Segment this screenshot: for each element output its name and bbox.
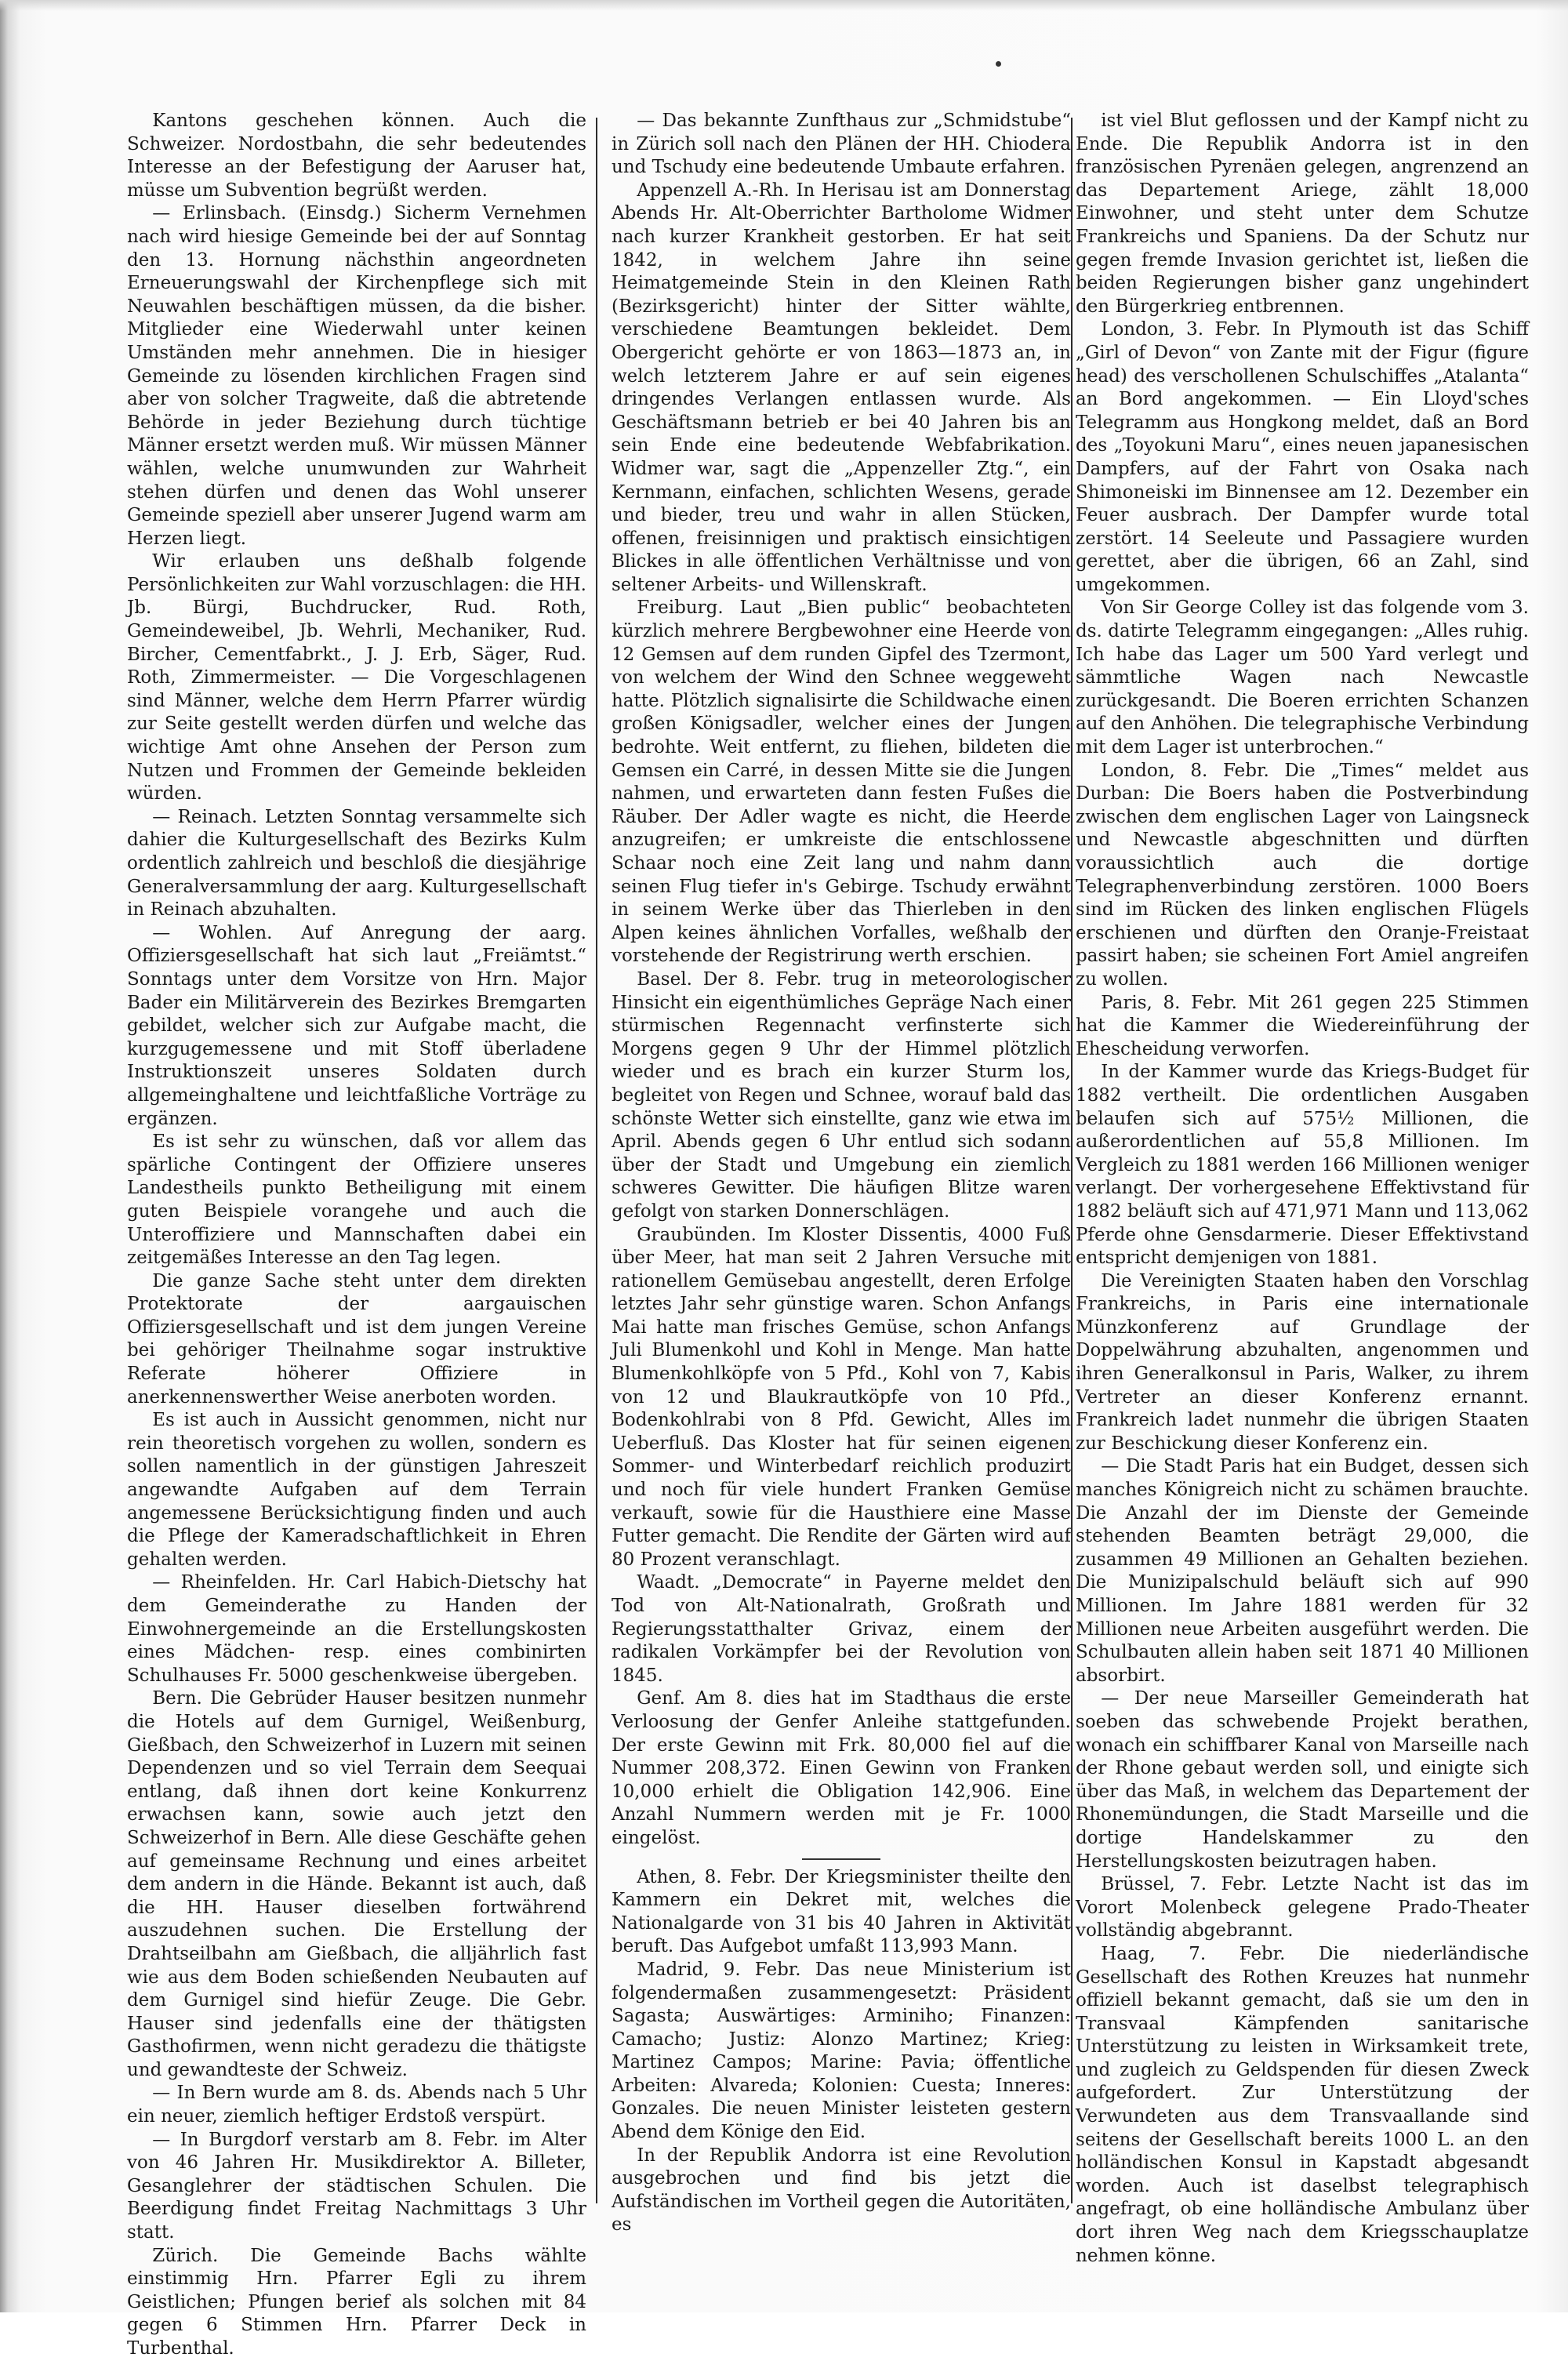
- article-paragraph: ist viel Blut geflossen und der Kampf nicht zu Ende. Die Republik Andorra ist in den französischen Pyrenäen gelegen, angrenzend an das Departement Ariege, zählt 18,000 Einwohner, und steht unter dem Schutze Frankreichs und Spaniens. Da der Schutz nur gegen fremde Invasion gerichtet ist, ließen die beiden Regierungen bisher ganz ungehindert den Bürgerkrieg entbrennen.: [1076, 111, 1529, 317]
- article-paragraph: In der Republik Andorra ist eine Revolution ausgebrochen und find bis jetzt die Aufständischen im Vortheil gegen die Autoritäten, es: [612, 2145, 1071, 2236]
- column-middle: [612, 110, 1071, 2236]
- article-paragraph: Basel. Der 8. Febr. trug in meteorologischer Hinsicht ein eigenthümliches Gepräge Nach einer stürmischen Regennacht verfinsterte sich Morgens gegen 9 Uhr der Himmel plötzlich wieder und es brach ein kurzer Sturm los, begleitet von Regen und Schnee, worauf bald das schönste Wetter sich einstellte, ganz wie etwa im April. Abends gegen 6 Uhr entlud sich sodann über der Stadt und Umgebung ein ziemlich schweres Gewitter. Die häufigen Blitze waren gefolgt von starken Donnerschlägen.: [612, 968, 1071, 1222]
- article-paragraph: Bern. Die Gebrüder Hauser besitzen nunmehr die Hotels auf dem Gurnigel, Weißenburg, Gießbach, den Schweizerhof in Luzern mit seinen Dependenzen und so viel Terrain dem Seequai entlang, daß ihnen dort keine Konkurrenz erwachsen kann, sowie auch jetzt den Schweizerhof in Bern. Alle diese Geschäfte gehen auf gemeinsame Rechnung und eines arbeitet dem andern in die Hände. Bekannt ist auch, daß die HH. Hauser dieselben fortwährend auszudehnen suchen. Die Erstellung der Drahtseilbahn am Gießbach, die alljährlich fast wie aus dem Boden schießenden Neubauten auf dem Gurnigel sind hiefür Zeuge. Die Gebr. Hauser sind jedenfalls eine der thätigsten Gasthofirmen, wenn nicht geradezu die thätigste und gewandteste der Schweiz.: [127, 1688, 586, 2080]
- article-paragraph: Kantons geschehen können. Auch die Schweizer. Nordostbahn, die sehr bedeutendes Interesse an der Befestigung der Aaruser hat, müsse um Subvention begrüßt werden.: [127, 111, 586, 201]
- article-paragraph: Es ist sehr zu wünschen, daß vor allem das spärliche Contingent der Offiziere unseres Landestheils punkto Betheiligung mit einem guten Beispiele vorangehe und auch die Unteroffiziere und Mannschaften dabei ein zeitgemäßes Interesse an den Tag legen.: [127, 1131, 586, 1269]
- article-paragraph: — In Bern wurde am 8. ds. Abends nach 5 Uhr ein neuer, ziemlich heftiger Erdstoß verspürt.: [127, 2083, 586, 2127]
- article-paragraph: — Die Stadt Paris hat ein Budget, dessen sich manches Königreich nicht zu schämen brauchte. Die Anzahl der im Dienste der Gemeinde stehenden Beamten beträgt 29,000, die zusammen 49 Millionen an Gehalten beziehen. Die Munizipalschuld beläuft sich auf 990 Millionen. Im Jahre 1881 werden für 32 Millionen neue Arbeiten ausgeführt werden. Die Schulbauten allein haben seit 1871 40 Millionen absorbirt.: [1076, 1456, 1529, 1686]
- article-paragraph: Zürich. Die Gemeinde Bachs wählte einstimmig Hrn. Pfarrer Egli zu ihrem Geistlichen; Pfungen berief als solchen mit 84 gegen 6 Stimmen Hrn. Pfarrer Deck in Turbenthal.: [127, 2245, 586, 2359]
- article-paragraph: Appenzell A.-Rh. In Herisau ist am Donnerstag Abends Hr. Alt-Oberrichter Bartholome Widmer nach kurzer Krankheit gestorben. Er hat seit 1842, in welchem Jahre ihn seine Heimatgemeinde Stein in den Kleinen Rath (Bezirksgericht) hinter der Sitter wählte, verschiedene Beamtungen bekleidet. Dem Obergericht gehörte er von 1863—1873 an, in welch letzterem Jahre er auf sein eigenes dringendes Verlangen entlassen wurde. Als Geschäftsmann betrieb er bei 40 Jahren bis an sein Ende eine bedeutende Webfabrikation. Widmer war, sagt die „Appenzeller Ztg.“, ein Kernmann, einfachen, schlichten Wesens, gerade und bieder, treu und wahr in allen Stücken, offenen, freisinnigen und praktisch einsichtigen Blickes in alle öffentlichen Verhältnisse und von seltener Arbeits- und Willenskraft.: [612, 180, 1071, 595]
- article-paragraph: — Reinach. Letzten Sonntag versammelte sich dahier die Kulturgesellschaft des Bezirks Kulm ordentlich zahlreich und beschloß die diesjährige Generalversammlung der aarg. Kulturgesellschaft in Reinach abzuhalten.: [127, 806, 586, 921]
- article-paragraph: — Erlinsbach. (Einsdg.) Sicherm Vernehmen nach wird hiesige Gemeinde bei der auf Sonntag den 13. Hornung nächsthin angeordneten Erneuerungswahl der Kirchenpflege sich mit Neuwahlen beschäftigen müssen, da die bisher. Mitglieder eine Wiederwahl unter keinen Umständen mehr annehmen. Die in hiesiger Gemeinde zu lösenden kirchlichen Fragen sind aber von solcher Tragweite, daß die abtretende Behörde in jeder Beziehung durch tüchtige Männer ersetzt werden muß. Wir müssen Männer wählen, welche unumwunden zur Wahrheit stehen dürfen und denen das Wohl unserer Gemeinde speziell aber unserer Jugend warm am Herzen liegt.: [127, 203, 586, 549]
- article-paragraph: Von Sir George Colley ist das folgende vom 3. ds. datirte Telegramm eingegangen: „Alles ruhig. Ich habe das Lager um 500 Yard verlegt und sämmtliche Wagen nach Newcastle zurückgesandt. Die Boeren errichten Schanzen auf den Anhöhen. Die telegraphische Verbindung mit dem Lager ist unterbrochen.“: [1076, 598, 1529, 758]
- article-paragraph: Brüssel, 7. Febr. Letzte Nacht ist das im Vorort Molenbeck gelegene Prado-Theater vollständig abgebrannt.: [1076, 1874, 1529, 1941]
- article-paragraph: Wir erlauben uns deßhalb folgende Persönlichkeiten zur Wahl vorzuschlagen: die HH. Jb. Bürgi, Buchdrucker, Rud. Roth, Gemeindeweibel, Jb. Wehrli, Mechaniker, Rud. Bircher, Cementfabrkt., J. J. Erb, Säger, Rud. Roth, Zimmermeister. — Die Vorgeschlagenen sind Männer, welche dem Herrn Pfarrer würdig zur Seite gestellt werden dürfen und welche das wichtige Amt ohne Ansehen der Person zum Nutzen und Frommen der Gemeinde bekleiden würden.: [127, 551, 586, 805]
- article-paragraph: Graubünden. Im Kloster Dissentis, 4000 Fuß über Meer, hat man seit 2 Jahren Versuche mit rationellem Gemüsebau angestellt, deren Erfolge letztes Jahr sehr günstige waren. Schon Anfangs Mai hatte man frisches Gemüse, schon Anfangs Juli Blumenkohl und Kohl in Menge. Man hatte Blumenkohlköpfe von 5 Pfd., Kohl von 7, Kabis von 12 und Blaukrautköpfe von 10 Pfd., Bodenkohlrabi von 8 Pfd. Gewicht, Alles im Ueberfluß. Das Kloster hat für seinen eigenen Sommer- und Winterbedarf reichlich produzirt und noch für viele hundert Franken Gemüse verkauft, sowie für die Hausthiere eine Masse Futter gemacht. Die Rendite der Gärten wird auf 80 Prozent veranschlagt.: [612, 1224, 1071, 1570]
- article-paragraph: Athen, 8. Febr. Der Kriegsminister theilte den Kammern ein Dekret mit, welches die Nationalgarde von 31 bis 40 Jahren in Aktivität beruft. Das Aufgebot umfaßt 113,993 Mann.: [612, 1866, 1071, 1957]
- ink-dot: [996, 61, 1001, 67]
- article-paragraph: — Wohlen. Auf Anregung der aarg. Offiziersgesellschaft hat sich laut „Freiämtst.“ Sonntags unter dem Vorsitze von Hrn. Major Bader ein Militärverein des Bezirkes Bremgarten gebildet, welcher sich zur Aufgabe macht, die kurzgugemessene und mit Stoff überladene Instruktionszeit unseres Soldaten durch allgemeinghaltene und leichtfaßliche Vorträge zu ergänzen.: [127, 922, 586, 1129]
- article-paragraph: — In Burgdorf verstarb am 8. Febr. im Alter von 46 Jahren Hr. Musikdirektor A. Billeter, Gesanglehrer der städtischen Schulen. Die Beerdigung findet Freitag Nachmittags 3 Uhr statt.: [127, 2129, 586, 2243]
- column-left: [127, 110, 586, 2359]
- article-paragraph: Es ist auch in Aussicht genommen, nicht nur rein theoretisch vorgehen zu wollen, sondern es sollen namentlich in der günstigen Jahreszeit angewandte Aufgaben auf dem Terrain angemessene Berücksichtigung finden und auch die Pflege der Kameradschaftlichkeit in Ehren gehalten werden.: [127, 1410, 586, 1570]
- article-paragraph: Die ganze Sache steht unter dem direkten Protektorate der aargauischen Offiziersgesellschaft und ist dem jungen Vereine bei gehöriger Theilnahme sogar instruktive Referate höherer Offiziere in anerkennenswerther Weise anerboten worden.: [127, 1270, 586, 1408]
- article-paragraph: London, 8. Febr. Die „Times“ meldet aus Durban: Die Boers haben die Postverbindung zwischen dem englischen Lager von Laingsneck und Newcastle abgeschnitten und dürften voraussichtlich auch die dortige Telegraphenverbindung zerstören. 1000 Boers sind im Rücken des linken englischen Flügels erschienen und dürften den Oranje-Freistaat passirt haben; sie scheinen Fort Amiel angreifen zu wollen.: [1076, 760, 1529, 990]
- article-paragraph: Waadt. „Democrate“ in Payerne meldet den Tod von Alt-Nationalrath, Großrath und Regierungsstatthalter Grivaz, einem der radikalen Vorkämpfer bei der Revolution von 1845.: [612, 1572, 1071, 1686]
- article-paragraph: Freiburg. Laut „Bien public“ beobachteten kürzlich mehrere Bergbewohner eine Heerde von 12 Gemsen auf dem runden Gipfel des Tzermont, von welchem der Wind den Schnee weggeweht hatte. Plötzlich signalisirte die Schildwache einen großen Königsadler, welcher eines der Jungen bedrohte. Weit entfernt, zu fliehen, bildeten die Gemsen ein Carré, in dessen Mitte sie die Jungen nahmen, und erwarteten dann festen Fußes die Räuber. Der Adler wagte es nicht, die Heerde anzugreifen; er umkreiste die entschlossene Schaar noch eine Zeit lang und nahm dann seinen Flug tiefer in's Gebirge. Tschudy erwähnt in seinem Werke über das Thierleben in den Alpen keines ähnlichen Vorfalles, weßhalb der vorstehende der Registrirung werth erschien.: [612, 598, 1071, 967]
- article-paragraph: Haag, 7. Febr. Die niederländische Gesellschaft des Rothen Kreuzes hat nunmehr offiziell bekannt gemacht, daß sie um den in Transvaal Kämpfenden sanitarische Unterstützung zu leisten in Wirksamkeit trete, und zugleich zu Geldspenden für diesen Zweck aufgefordert. Zur Unterstützung der Verwundeten aus dem Transvaallande sind seitens der Gesellschaft bereits 1000 L. an den holländischen Konsul in Kapstadt abgesandt worden. Auch ist daselbst telegraphisch angefragt, ob eine holländische Ambulanz über dort ihren Weg nach dem Kriegsschauplatze nehmen könne.: [1076, 1943, 1529, 2266]
- column-rule: [596, 118, 597, 2203]
- article-paragraph: Genf. Am 8. dies hat im Stadthaus die erste Verloosung der Genfer Anleihe stattgefunden. Der erste Gewinn mit Frk. 80,000 fiel auf die Nummer 208,372. Einen Gewinn von Franken 10,000 erhielt die Obligation 142,906. Eine Anzahl Nummern werden mit je Fr. 1000 eingelöst.: [612, 1688, 1071, 1848]
- article-paragraph: Die Vereinigten Staaten haben den Vorschlag Frankreichs, in Paris eine internationale Münzkonferenz auf Grundlage der Doppelwährung abzuhalten, angenommen und ihren Generalkonsul in Paris, Walker, zu ihrem Vertreter an dieser Konferenz ernannt. Frankreich ladet nunmehr die übrigen Staaten zur Beschickung dieser Konferenz ein.: [1076, 1270, 1529, 1454]
- article-paragraph: — Rheinfelden. Hr. Carl Habich-Dietschy hat dem Gemeinderathe zu Handen der Einwohnergemeinde an die Erstellungskosten eines Mädchen- resp. eines combinirten Schulhauses Fr. 5000 geschenkweise übergeben.: [127, 1572, 586, 1686]
- article-paragraph: London, 3. Febr. In Plymouth ist das Schiff „Girl of Devon“ von Zante mit der Figur (figure head) des verschollenen Schulschiffes „Atalanta“ an Bord angekommen. — Ein Lloyd'sches Telegramm aus Hongkong meldet, daß an Bord des „Toyokuni Maru“, eines neuen japanesischen Dampfers, auf der Fahrt von Osaka nach Shimoneiski im Binnensee am 12. Dezember ein Feuer ausbrach. Der Dampfer wurde total zerstört. 14 Seeleute und Passagiere wurden gerettet, aber die übrigen, 66 an Zahl, sind umgekommen.: [1076, 319, 1529, 595]
- section-separator: [802, 1858, 880, 1860]
- article-paragraph: In der Kammer wurde das Kriegs-Budget für 1882 vertheilt. Die ordentlichen Ausgaben belaufen sich auf 575½ Millionen, die außerordentlichen auf 55,8 Millionen. Im Vergleich zu 1881 werden 166 Millionen weniger verlangt. Der vorhergesehene Effektivstand für 1882 beläuft sich auf 471,971 Mann und 113,062 Pferde ohne Gensdarmerie. Dieser Effektivstand entspricht demjenigen von 1881.: [1076, 1062, 1529, 1269]
- column-rule: [1071, 118, 1073, 2203]
- article-paragraph: Madrid, 9. Febr. Das neue Ministerium ist folgendermaßen zusammengesetzt: Präsident Sagasta; Auswärtiges: Arminiho; Finanzen: Camacho; Justiz: Alonzo Martinez; Krieg: Martinez Campos; Marine: Pavia; öffentliche Arbeiten: Alvareda; Kolonien: Cuesta; Inneres: Gonzales. Die neuen Minister leisteten gestern Abend dem Könige den Eid.: [612, 1959, 1071, 2143]
- article-paragraph: — Der neue Marseiller Gemeinderath hat soeben das schwebende Projekt berathen, wonach ein schiffbarer Kanal von Marseille nach der Rhone gebaut werden soll, und einigte sich über das Maß, in welchem das Departement der Rhonemündungen, die Stadt Marseille und die dortige Handelskammer zu den Herstellungskosten beizutragen haben.: [1076, 1688, 1529, 1872]
- article-paragraph: Paris, 8. Febr. Mit 261 gegen 225 Stimmen hat die Kammer die Wiedereinführung der Ehescheidung verworfen.: [1076, 992, 1529, 1059]
- article-paragraph: — Das bekannte Zunfthaus zur „Schmidstube“ in Zürich soll nach den Plänen der HH. Chiodera und Tschudy eine bedeutende Umbaute erfahren.: [612, 111, 1071, 178]
- page-top-shadow: [0, 0, 1568, 11]
- column-right: [1076, 110, 1529, 2266]
